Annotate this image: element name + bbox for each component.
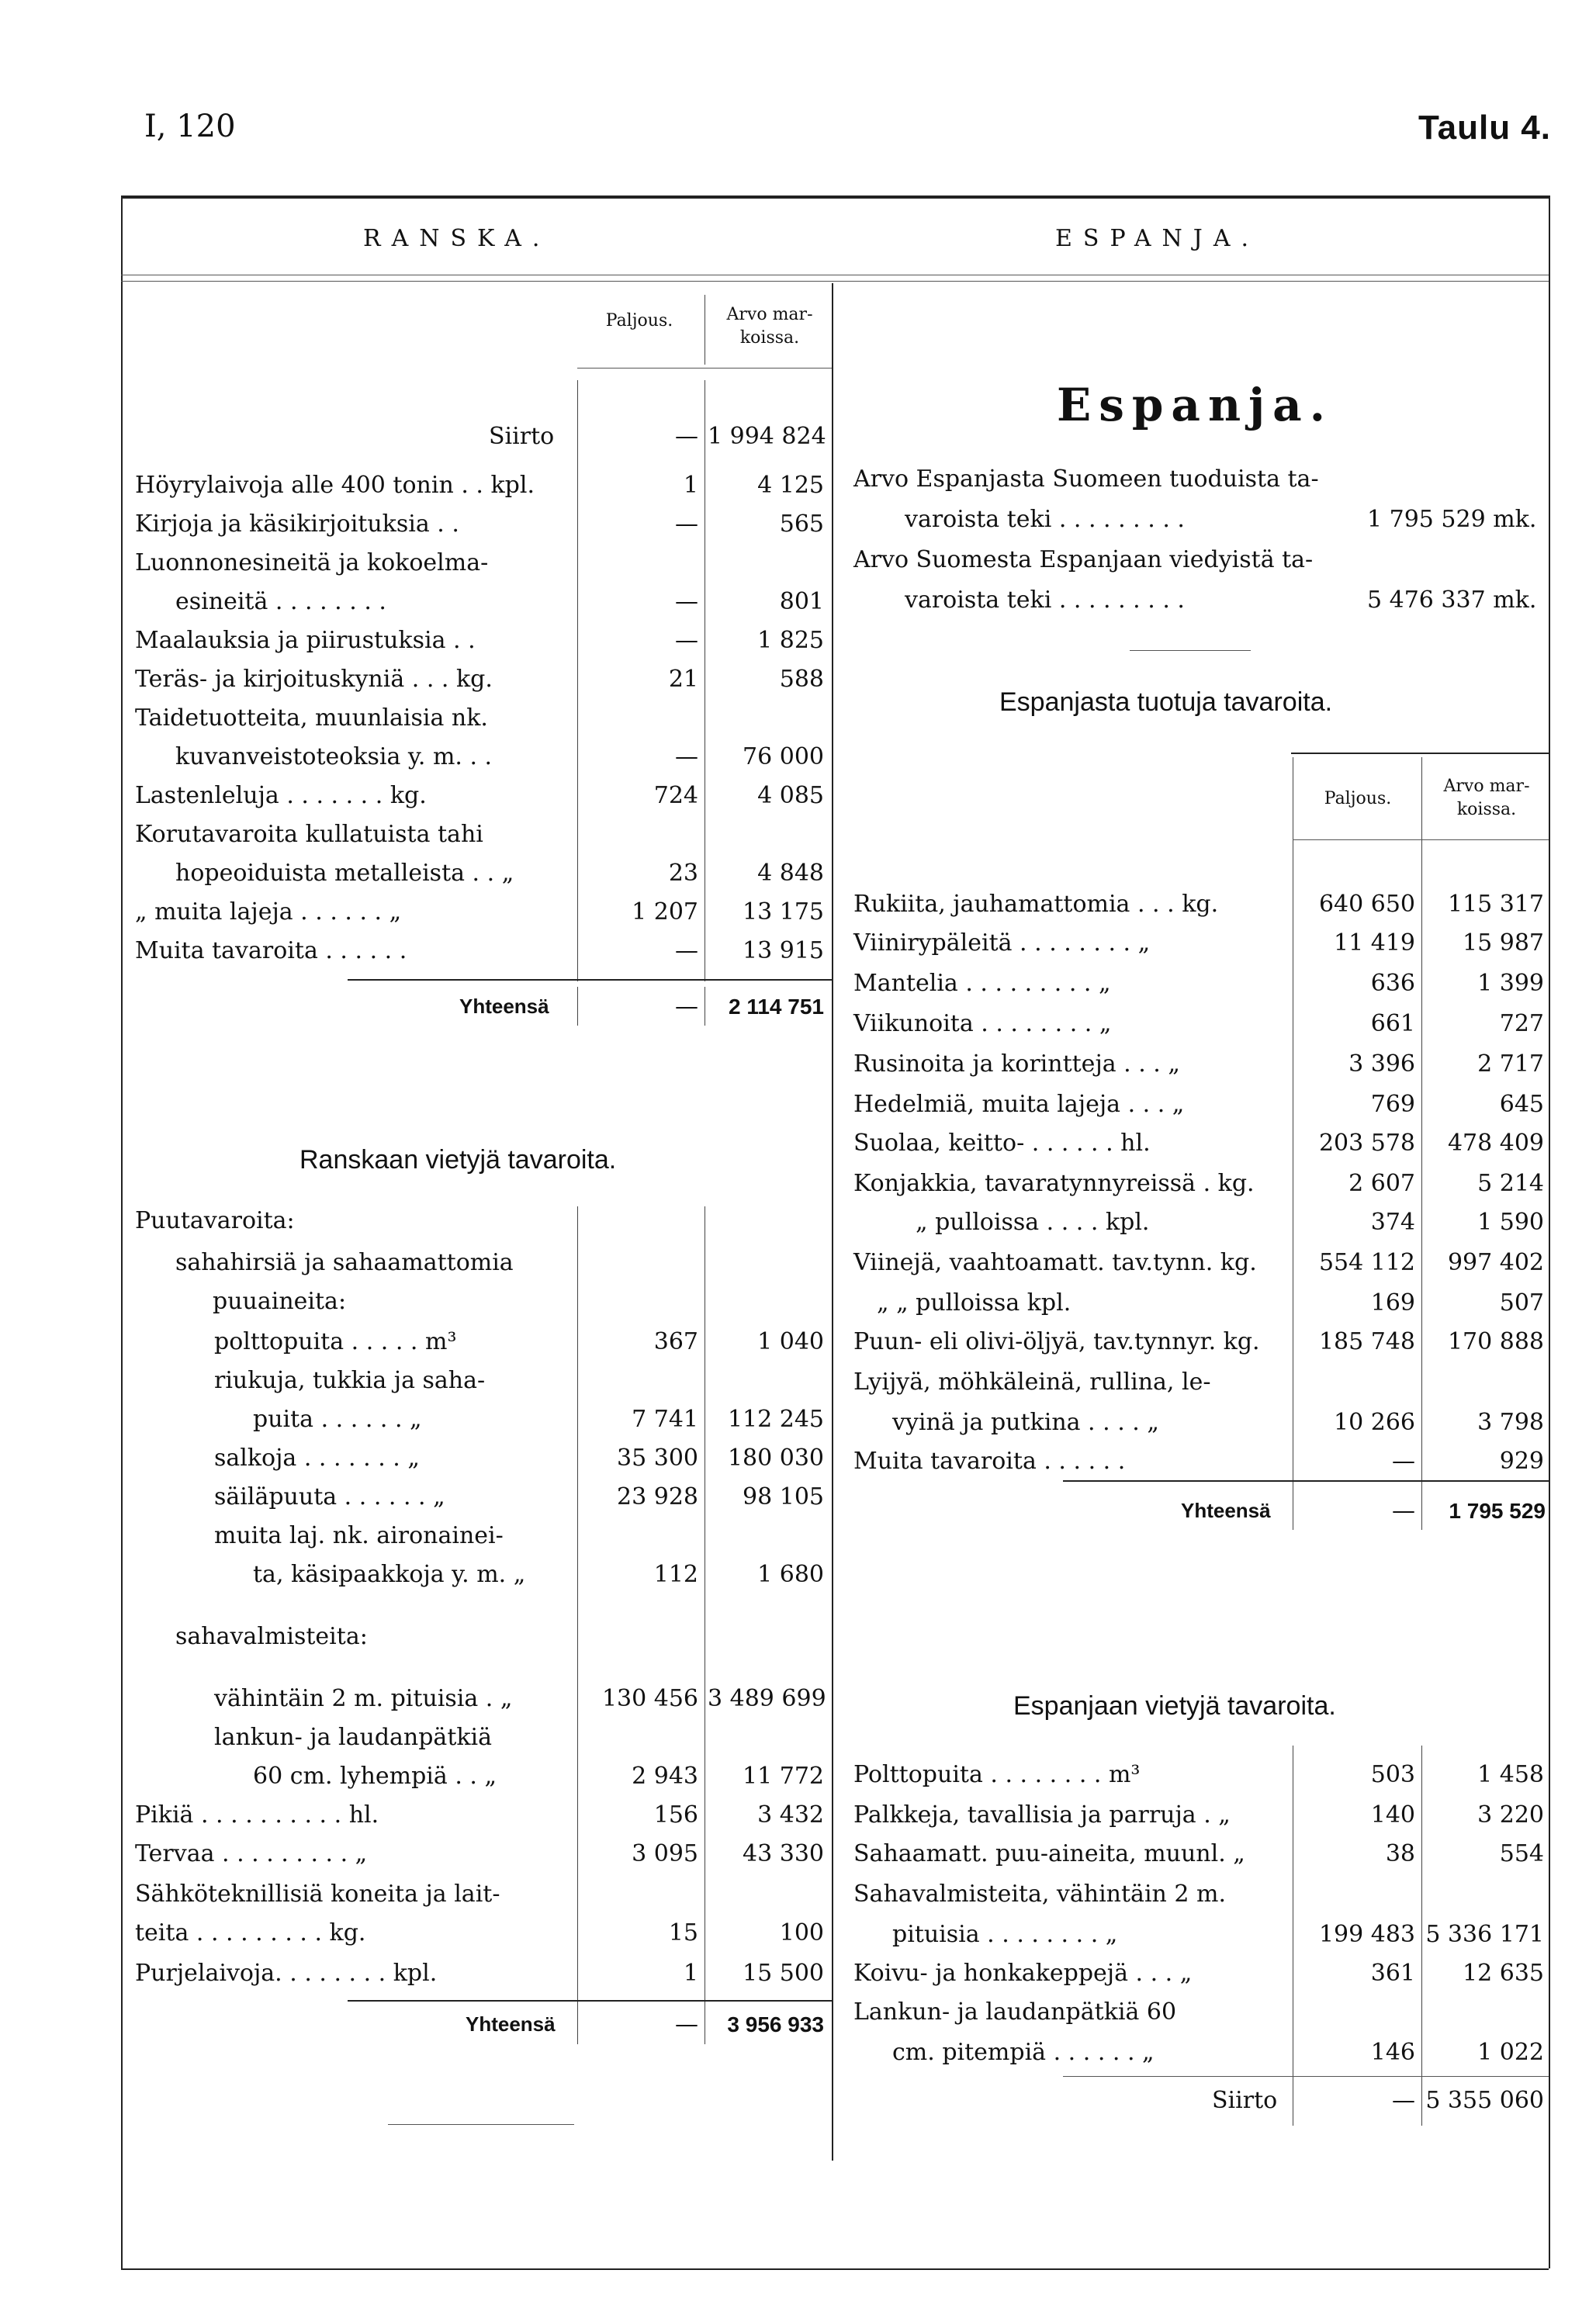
list-item: Korutavaroita kullatuista tahi (135, 821, 483, 848)
right-table-top-rule (1291, 753, 1549, 754)
row-qty: 3 095 (632, 1840, 698, 1867)
list-item: Viinejä, vaahtoamatt. tav.tynn. kg. (853, 1249, 1257, 1276)
row-qty: 10 266 (1334, 1409, 1415, 1436)
list-item: Muita tavaroita . . . . . . (135, 937, 407, 964)
row-value: 115 317 (1447, 891, 1544, 918)
list-item: Lankun- ja laudanpätkiä 60 (853, 1998, 1177, 2026)
intro-line-1: Arvo Espanjasta Suomeen tuoduista ta- (853, 465, 1319, 493)
list-item: Taidetuotteita, muunlaisia nk. (135, 704, 488, 732)
intro-separator (1130, 650, 1251, 651)
intro-line-2: varoista teki . . . . . . . . . (905, 506, 1185, 533)
right-header-rule (1293, 839, 1549, 840)
list-item: puuaineita: (213, 1288, 347, 1315)
list-item: Tervaa . . . . . . . . . „ (135, 1840, 368, 1867)
list-item: Konjakkia, tavaratynnyreissä . kg. (853, 1170, 1255, 1197)
row-value: 5 214 (1477, 1170, 1544, 1197)
row-qty: 640 650 (1318, 891, 1415, 918)
list-item: Kirjoja ja käsikirjoituksia . . (135, 510, 459, 538)
intro-line-3: Arvo Suomesta Espanjaan viedyistä ta- (853, 546, 1314, 573)
top-rule (121, 196, 1549, 199)
list-item: Muita tavaroita . . . . . . (853, 1448, 1126, 1475)
list-item: Palkkeja, tavallisia ja parruja . „ (853, 1801, 1231, 1829)
right-siirto-rule (1063, 2076, 1549, 2077)
row-value: 13 175 (743, 898, 824, 926)
row-value: 4 125 (757, 472, 824, 499)
row-qty: 169 (1370, 1289, 1415, 1317)
center-divider (832, 283, 833, 2161)
list-item: Viinirypäleitä . . . . . . . . „ (853, 929, 1151, 957)
row-qty: 361 (1370, 1960, 1415, 1987)
list-item: Sähköteknillisiä koneita ja lait- (135, 1881, 500, 1908)
row-value: 5 336 171 (1425, 1921, 1544, 1948)
right-import-total-label: Yhteensä (1181, 1499, 1271, 1522)
list-item: Polttopuita . . . . . . . . m³ (853, 1761, 1141, 1788)
row-value: 507 (1499, 1289, 1544, 1317)
row-qty: 23 928 (617, 1483, 698, 1510)
row-qty: 661 (1370, 1010, 1415, 1037)
left-qty-divider (577, 380, 578, 981)
row-value: 3 432 (757, 1801, 824, 1829)
row-qty: 38 (1385, 1840, 1415, 1867)
row-qty: — (675, 743, 698, 770)
row-value: 727 (1499, 1010, 1544, 1037)
list-item: sahahirsiä ja sahaamattomia (175, 1249, 514, 1276)
row-value: 180 030 (727, 1445, 824, 1472)
list-item: polttopuita . . . . . m³ (214, 1328, 457, 1355)
left-export-qty-divider (577, 1206, 578, 2044)
right-value-divider (1421, 757, 1422, 1502)
row-value: 645 (1499, 1091, 1544, 1118)
list-item: salkoja . . . . . . . „ (214, 1445, 420, 1472)
row-qty: 1 207 (632, 898, 698, 926)
left-total1-label: Yhteensä (459, 995, 549, 1018)
row-value: 1 590 (1477, 1209, 1544, 1236)
left-total1-div-a (577, 987, 578, 1026)
right-value-header-2: koissa. (1456, 800, 1517, 819)
table-reference: Taulu 4. (1418, 109, 1551, 147)
list-item: „ „ pulloissa kpl. (877, 1289, 1072, 1317)
list-item: Lyijyä, möhkäleinä, rullina, le- (853, 1369, 1211, 1396)
list-item: 60 cm. lyhempiä . . „ (253, 1763, 497, 1790)
list-item: vähintäin 2 m. pituisia . „ (214, 1685, 513, 1712)
country-header-spain: ESPANJA. (1055, 225, 1260, 252)
row-qty: 15 (668, 1919, 698, 1946)
list-item: pituisia . . . . . . . . „ (892, 1921, 1118, 1948)
right-siirto-label: Siirto (1212, 2087, 1278, 2114)
row-qty: 35 300 (617, 1445, 698, 1472)
row-qty: 112 (653, 1561, 698, 1588)
list-item: Höyrylaivoja alle 400 tonin . . kpl. (135, 472, 535, 499)
list-item: vyinä ja putkina . . . . „ (892, 1409, 1159, 1436)
row-qty: — (675, 588, 698, 615)
left-total1-qty: — (675, 993, 698, 1020)
row-qty: 21 (668, 666, 698, 693)
list-item: lankun- ja laudanpätkiä (214, 1724, 493, 1751)
row-qty: 2 607 (1348, 1170, 1415, 1197)
list-item: Hedelmiä, muita lajeja . . . „ (853, 1091, 1185, 1118)
left-qty-header: Paljous. (605, 311, 673, 330)
right-total-div-b (1421, 1491, 1422, 1530)
row-value: 43 330 (743, 1840, 824, 1867)
list-item: Puutavaroita: (135, 1207, 295, 1234)
list-item: Viikunoita . . . . . . . . „ (853, 1010, 1112, 1037)
left-total2-qty: — (675, 2011, 698, 2038)
row-qty: — (675, 510, 698, 538)
list-item: Luonnonesineitä ja kokoelma- (135, 549, 489, 576)
row-value: 3 798 (1477, 1409, 1544, 1436)
page-reference: I, 120 (144, 109, 236, 144)
list-item: Maalauksia ja piirustuksia . . (135, 627, 476, 654)
row-value: 15 987 (1463, 929, 1544, 957)
row-qty: 1 (683, 1960, 698, 1987)
list-item: Suolaa, keitto- . . . . . . hl. (853, 1130, 1151, 1157)
list-item: teita . . . . . . . . . kg. (135, 1919, 366, 1946)
row-qty: 1 (683, 472, 698, 499)
list-item: Rukiita, jauhamattomia . . . kg. (853, 891, 1219, 918)
list-item: Rusinoita ja korintteja . . . „ (853, 1050, 1180, 1078)
row-value: 997 402 (1447, 1249, 1544, 1276)
row-qty: 636 (1370, 970, 1415, 997)
row-value: 1 680 (757, 1561, 824, 1588)
left-border (121, 196, 123, 2268)
left-siirto-value: 1 994 824 (708, 423, 826, 450)
list-item: sahavalmisteita: (175, 1623, 368, 1650)
list-item: säiläpuuta . . . . . . „ (214, 1483, 445, 1510)
list-item: Lastenleluja . . . . . . . kg. (135, 782, 427, 809)
list-item: riukuja, tukkia ja saha- (214, 1367, 486, 1394)
left-total1-value: 2 114 751 (728, 995, 824, 1019)
right-siirto-qty: — (1392, 2087, 1415, 2114)
row-value: 929 (1499, 1448, 1544, 1475)
row-value: 12 635 (1463, 1960, 1544, 1987)
row-value: 2 717 (1477, 1050, 1544, 1078)
left-end-rule (388, 2124, 574, 2125)
row-qty: — (675, 627, 698, 654)
row-qty: 185 748 (1318, 1328, 1415, 1355)
row-qty: 23 (668, 860, 698, 887)
right-value-header-1: Arvo mar- (1443, 777, 1530, 796)
spain-import-title: Espanjasta tuotuja tavaroita. (999, 687, 1333, 717)
right-siirto-value: 5 355 060 (1425, 2087, 1544, 2114)
spain-export-title: Espanjaan vietyjä tavaroita. (1013, 1691, 1336, 1721)
left-siirto-label: Siirto (489, 423, 555, 450)
row-qty: 130 456 (601, 1685, 698, 1712)
row-value: 11 772 (743, 1763, 824, 1790)
row-qty: 146 (1370, 2039, 1415, 2066)
row-value: 4 848 (757, 860, 824, 887)
list-item: Purjelaivoja. . . . . . . . kpl. (135, 1960, 438, 1987)
row-qty: 367 (653, 1328, 698, 1355)
list-item: Teräs- ja kirjoituskyniä . . . kg. (135, 666, 493, 693)
list-item: hopeoiduista metalleista . . „ (175, 860, 514, 887)
list-item: „ pulloissa . . . . kpl. (916, 1209, 1150, 1236)
left-siirto-qty: — (675, 423, 698, 450)
row-value: 98 105 (743, 1483, 824, 1510)
row-qty: — (675, 937, 698, 964)
list-item: kuvanveistoteoksia y. m. . . (175, 743, 493, 770)
header-rule-2 (121, 281, 1549, 282)
row-value: 588 (779, 666, 824, 693)
row-qty: 199 483 (1318, 1921, 1415, 1948)
list-item: puita . . . . . . „ (253, 1406, 422, 1433)
row-qty: 140 (1370, 1801, 1415, 1829)
row-value: 1 040 (757, 1328, 824, 1355)
row-value: 1 022 (1477, 2039, 1544, 2066)
row-value: 100 (779, 1919, 824, 1946)
row-value: 112 245 (727, 1406, 824, 1433)
row-qty: — (1392, 1448, 1415, 1475)
list-item: Puun- eli olivi-öljyä, tav.tynnyr. kg. (853, 1328, 1260, 1355)
row-value: 478 409 (1447, 1130, 1544, 1157)
intro-value-2: 5 476 337 mk. (1367, 587, 1537, 614)
left-value-header-2: koissa. (739, 328, 800, 348)
country-header-france: RANSKA. (363, 225, 551, 252)
right-import-total-value: 1 795 529 (1449, 1499, 1546, 1523)
list-item: cm. pitempiä . . . . . . „ (892, 2039, 1155, 2066)
list-item: Pikiä . . . . . . . . . . hl. (135, 1801, 379, 1829)
spain-big-title: Espanja. (1057, 379, 1333, 431)
left-header-rule (577, 368, 832, 369)
row-value: 554 (1499, 1840, 1544, 1867)
list-item: Mantelia . . . . . . . . . „ (853, 970, 1111, 997)
list-item: Sahaamatt. puu-aineita, muunl. „ (853, 1840, 1245, 1867)
row-value: 801 (779, 588, 824, 615)
row-value: 170 888 (1447, 1328, 1544, 1355)
row-qty: 554 112 (1318, 1249, 1415, 1276)
row-qty: 3 396 (1348, 1050, 1415, 1078)
right-export-value-divider (1421, 1746, 1422, 2126)
left-total2-rule (348, 2000, 832, 2002)
left-export-title: Ranskaan vietyjä tavaroita. (299, 1145, 617, 1175)
right-border (1549, 196, 1550, 2268)
list-item: esineitä . . . . . . . . (175, 588, 386, 615)
row-qty: 374 (1370, 1209, 1415, 1236)
right-import-total-rule (1063, 1480, 1549, 1482)
right-import-total-qty: — (1392, 1497, 1415, 1524)
row-qty: 7 741 (632, 1406, 698, 1433)
row-value: 1 399 (1477, 970, 1544, 997)
left-total2-label: Yhteensä (466, 2012, 556, 2036)
row-qty: 2 943 (632, 1763, 698, 1790)
left-total1-rule (348, 979, 832, 981)
row-value: 3 220 (1477, 1801, 1544, 1829)
list-item: muita laj. nk. aironaineі- (214, 1522, 504, 1549)
row-qty: 724 (653, 782, 698, 809)
list-item: Sahavalmisteita, vähintäin 2 m. (853, 1881, 1226, 1908)
row-qty: 769 (1370, 1091, 1415, 1118)
left-value-header-1: Arvo mar- (726, 305, 813, 324)
row-value: 1 458 (1477, 1761, 1544, 1788)
bottom-rule (121, 2268, 1549, 2270)
right-qty-header: Paljous. (1324, 789, 1392, 808)
row-qty: 11 419 (1334, 929, 1415, 957)
row-qty: 203 578 (1318, 1130, 1415, 1157)
intro-value-1: 1 795 529 mk. (1367, 506, 1537, 533)
left-total2-value: 3 956 933 (727, 2012, 824, 2036)
list-item: „ muita lajeja . . . . . . „ (135, 898, 402, 926)
row-value: 76 000 (743, 743, 824, 770)
row-value: 3 489 699 (708, 1685, 826, 1712)
row-qty: 156 (653, 1801, 698, 1829)
list-item: Koivu- ja honkakeppejä . . . „ (853, 1960, 1193, 1987)
row-value: 13 915 (743, 937, 824, 964)
intro-line-4: varoista teki . . . . . . . . . (905, 587, 1185, 614)
row-qty: 503 (1370, 1761, 1415, 1788)
row-value: 1 825 (757, 627, 824, 654)
list-item: ta, käsipaakkoja y. m. „ (253, 1561, 526, 1588)
row-value: 565 (779, 510, 824, 538)
row-value: 4 085 (757, 782, 824, 809)
row-value: 15 500 (743, 1960, 824, 1987)
